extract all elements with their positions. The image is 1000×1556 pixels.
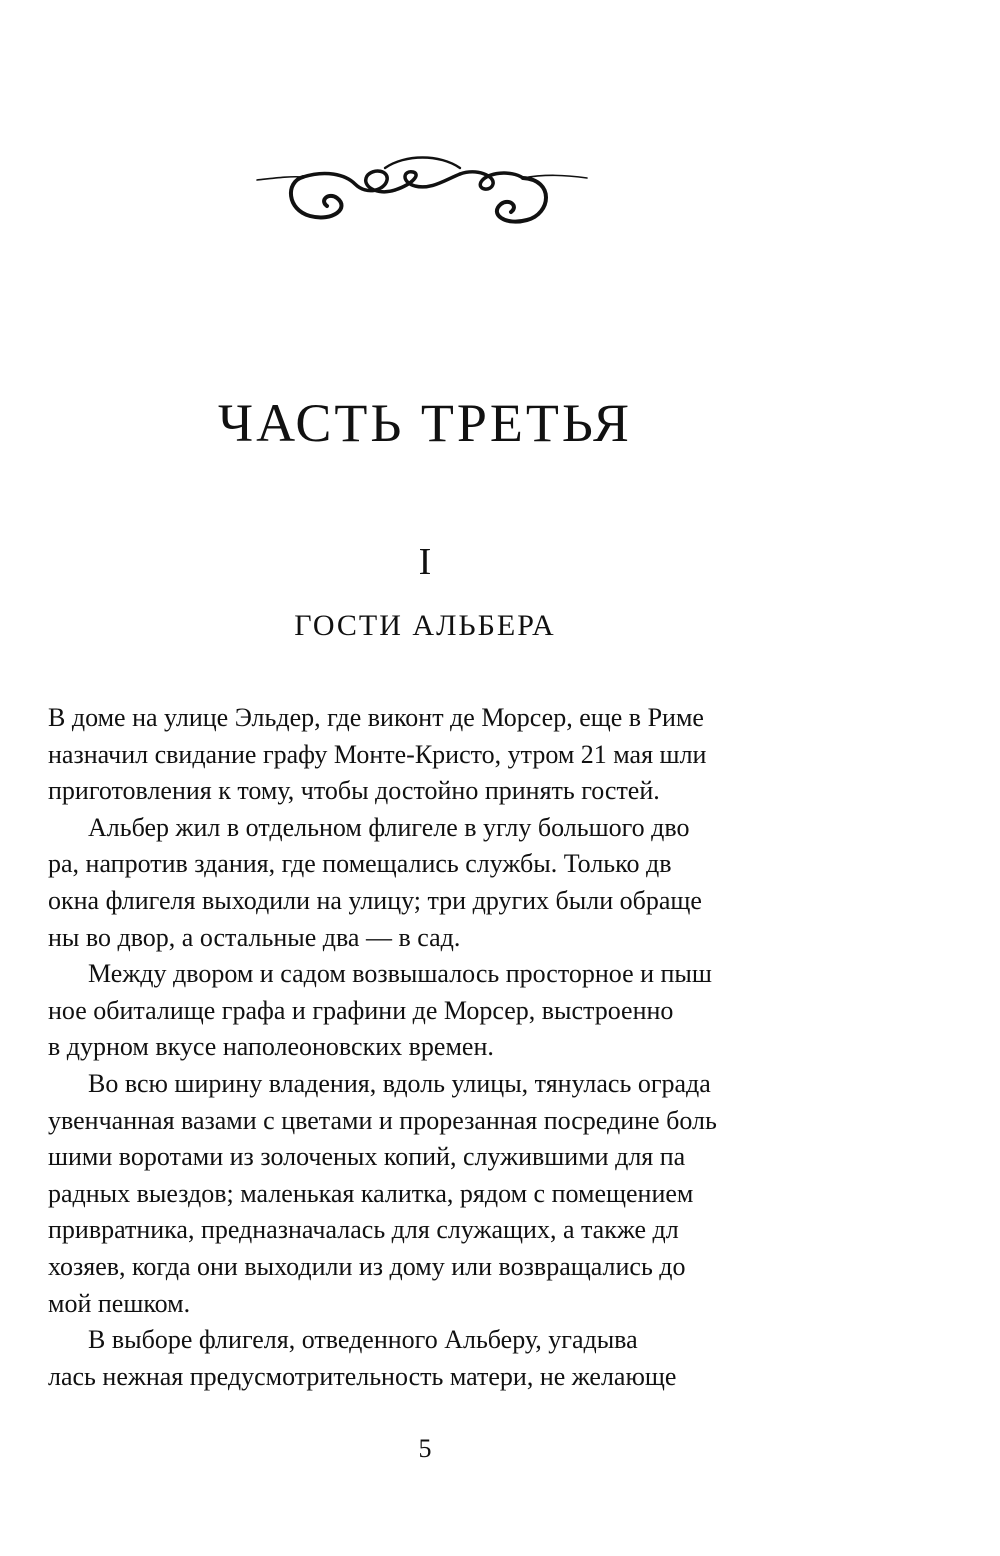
text-line: привратника, предназначалась для служащих, а также дл <box>48 1215 679 1245</box>
text-line: хозяев, когда они выходили из дому или возвращались до <box>48 1251 686 1281</box>
flourish-ornament-icon <box>255 140 590 240</box>
text-line: В выборе флигеля, отведенного Альберу, угадыва <box>88 1325 638 1355</box>
text-line: в дурном вкусе наполеоновских времен. <box>48 1032 494 1062</box>
chapter-title: ГОСТИ АЛЬБЕРА <box>294 609 556 642</box>
text-line: шими воротами из золоченых копий, служившими для па <box>48 1142 686 1172</box>
part-title: ЧАСТЬ ТРЕТЬЯ <box>217 393 633 453</box>
text-line: окна флигеля выходили на улицу; три других были обраще <box>48 885 702 915</box>
chapter-number: I <box>418 541 432 583</box>
text-line: увенчанная вазами с цветами и прорезанная посредине боль <box>48 1105 717 1135</box>
text-line: Во всю ширину владения, вдоль улицы, тянулась ограда <box>88 1068 711 1098</box>
text-line: Между двором и садом возвышалось просторное и пыш <box>88 959 712 989</box>
text-line: мой пешком. <box>48 1288 191 1318</box>
text-line: ра, напротив здания, где помещались службы. Только дв <box>48 849 672 879</box>
text-line: приготовления к тому, чтобы достойно принять гостей. <box>48 776 660 806</box>
text-line: В доме на улице Эльдер, где виконт де Морсер, еще в Риме <box>48 703 704 732</box>
text-line: Альбер жил в отдельном флигеле в углу большого дво <box>88 812 690 842</box>
text-line: ное обиталище графа и графини де Морсер, выстроенно <box>48 995 674 1025</box>
body-text <box>48 700 793 1395</box>
text-line: лась нежная предусмотрительность матери, не желающе <box>48 1361 677 1391</box>
text-line: ны во двор, а остальные два — в сад. <box>48 922 461 952</box>
text-line: назначил свидание графу Монте-Кристо, утром 21 мая шли <box>48 739 707 769</box>
page-number: 5 <box>418 1434 432 1463</box>
text-line: радных выездов; маленькая калитка, рядом с помещением <box>48 1178 694 1208</box>
